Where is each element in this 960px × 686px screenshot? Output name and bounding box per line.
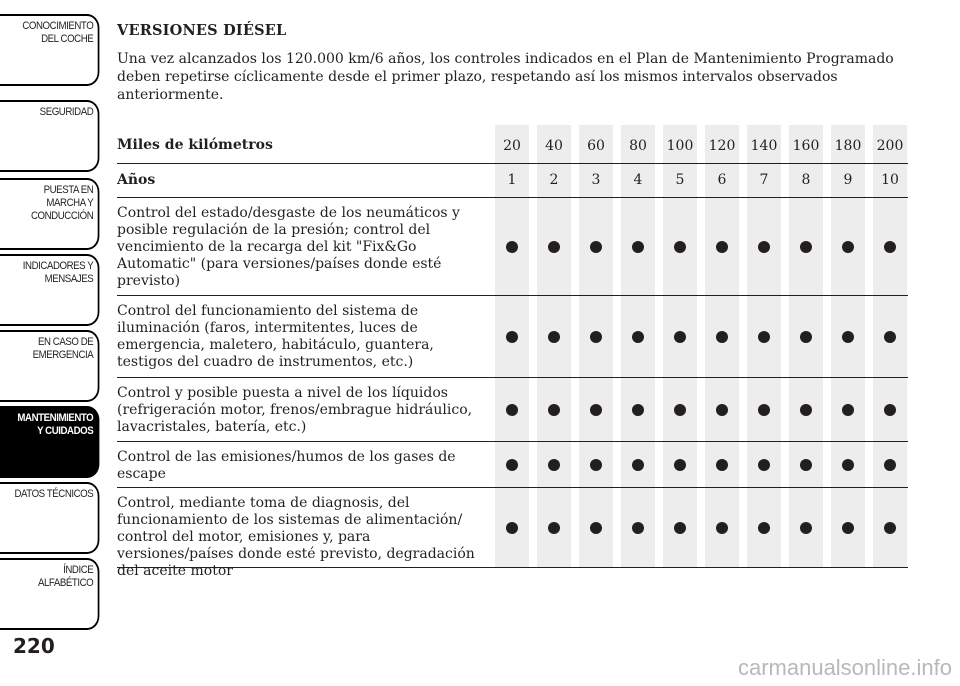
km-value: 160 (792, 138, 820, 154)
scheduled-dot-icon (506, 522, 518, 534)
scheduled-dot-icon (884, 459, 896, 471)
schedule-cell (789, 296, 823, 377)
schedule-cell (873, 378, 907, 441)
years-column-header (537, 164, 571, 197)
task-label: Control del funcionamiento del sistema de iluminación (faros, intermitentes, luces de emergencia, maletero, habitáculo, guantera, testigos del cuadro de instrumentos, etc.) (117, 303, 434, 370)
task-label: Control, mediante toma de diagnosis, del funcionamiento de los sistemas de alimentación/ control del motor, emisiones y, para versiones/países donde esté previsto, degradación del aceite motor (117, 495, 475, 579)
schedule-cell (621, 442, 655, 487)
km-column-header (621, 125, 655, 163)
scheduled-dot-icon (632, 522, 644, 534)
schedule-cell (831, 488, 865, 567)
schedule-cell (705, 378, 739, 441)
schedule-cell (873, 488, 907, 567)
table-row (117, 488, 908, 579)
scheduled-dot-icon (590, 404, 602, 416)
scheduled-dot-icon (506, 241, 518, 253)
scheduled-dot-icon (800, 459, 812, 471)
scheduled-dot-icon (884, 404, 896, 416)
km-value: 40 (545, 138, 563, 154)
scheduled-dot-icon (506, 404, 518, 416)
km-value: 20 (503, 138, 521, 154)
scheduled-dot-icon (548, 522, 560, 534)
chapter-tab[interactable] (0, 482, 99, 554)
year-value: 10 (881, 172, 899, 188)
schedule-cell (789, 198, 823, 295)
chapter-tab[interactable] (0, 178, 99, 250)
chapter-tab-label: ÍNDICE ALFABÉTICO (37, 564, 94, 589)
table-years-row (117, 164, 908, 198)
schedule-cell (579, 296, 613, 377)
km-column-header (579, 125, 613, 163)
km-column-header (789, 125, 823, 163)
page-number: 220 (13, 634, 55, 658)
table-row (117, 296, 908, 378)
schedule-cell (663, 296, 697, 377)
scheduled-dot-icon (716, 522, 728, 534)
km-column-header (747, 125, 781, 163)
year-value: 8 (801, 172, 811, 188)
years-column-header (621, 164, 655, 197)
watermark: carmanualsonline.info (737, 655, 952, 680)
schedule-cell (831, 442, 865, 487)
schedule-cell (537, 198, 571, 295)
years-column-header (663, 164, 697, 197)
scheduled-dot-icon (758, 522, 770, 534)
chapter-tab[interactable] (0, 558, 99, 630)
scheduled-dot-icon (716, 404, 728, 416)
scheduled-dot-icon (506, 331, 518, 343)
chapter-tab[interactable] (0, 330, 99, 402)
chapter-tab-label: DATOS TÉCNICOS (14, 488, 94, 500)
year-value: 3 (591, 172, 601, 188)
schedule-cell (831, 378, 865, 441)
scheduled-dot-icon (590, 459, 602, 471)
schedule-cell (579, 442, 613, 487)
schedule-cell (705, 442, 739, 487)
years-column-header (789, 164, 823, 197)
scheduled-dot-icon (590, 331, 602, 343)
years-column-header (747, 164, 781, 197)
scheduled-dot-icon (758, 241, 770, 253)
chapter-tab-label: SEGURIDAD (39, 106, 94, 118)
chapter-tab[interactable] (0, 406, 99, 478)
schedule-cell (705, 296, 739, 377)
schedule-cell (579, 198, 613, 295)
year-value: 6 (717, 172, 727, 188)
schedule-cell (789, 488, 823, 567)
chapter-tab-label: EN CASO DE EMERGENCIA (32, 336, 94, 361)
schedule-cell (537, 488, 571, 567)
schedule-cell (705, 488, 739, 567)
km-value: 100 (666, 138, 694, 154)
schedule-cell (747, 442, 781, 487)
chapter-tab-label: INDICADORES Y MENSAJES (22, 260, 94, 285)
scheduled-dot-icon (800, 331, 812, 343)
scheduled-dot-icon (884, 522, 896, 534)
schedule-cell (747, 296, 781, 377)
years-column-header (873, 164, 907, 197)
schedule-cell (789, 378, 823, 441)
schedule-cell (495, 296, 529, 377)
schedule-cell (663, 442, 697, 487)
schedule-cell (621, 488, 655, 567)
scheduled-dot-icon (674, 331, 686, 343)
scheduled-dot-icon (548, 331, 560, 343)
schedule-cell (663, 198, 697, 295)
scheduled-dot-icon (548, 241, 560, 253)
schedule-cell (495, 488, 529, 567)
schedule-cell (747, 488, 781, 567)
schedule-cell (537, 378, 571, 441)
maintenance-schedule-table (117, 125, 908, 579)
table-row (117, 378, 908, 442)
schedule-cell (537, 296, 571, 377)
schedule-cell (831, 198, 865, 295)
schedule-cell (495, 378, 529, 441)
schedule-cell (873, 296, 907, 377)
scheduled-dot-icon (842, 522, 854, 534)
schedule-cell (495, 442, 529, 487)
years-header-label: Años (117, 172, 156, 188)
scheduled-dot-icon (632, 241, 644, 253)
schedule-cell (537, 442, 571, 487)
schedule-cell (663, 378, 697, 441)
schedule-cell (663, 488, 697, 567)
scheduled-dot-icon (842, 404, 854, 416)
years-column-header (705, 164, 739, 197)
km-column-header (705, 125, 739, 163)
km-value: 140 (750, 138, 778, 154)
year-value: 7 (759, 172, 769, 188)
chapter-tab-label: CONOCIMIENTO DEL COCHE (22, 20, 94, 45)
chapter-tab[interactable] (0, 100, 99, 172)
scheduled-dot-icon (800, 522, 812, 534)
scheduled-dot-icon (674, 522, 686, 534)
scheduled-dot-icon (884, 241, 896, 253)
schedule-cell (873, 198, 907, 295)
scheduled-dot-icon (758, 331, 770, 343)
schedule-cell (579, 378, 613, 441)
chapter-tab[interactable] (0, 254, 99, 326)
scheduled-dot-icon (716, 241, 728, 253)
years-column-header (831, 164, 865, 197)
schedule-cell (831, 296, 865, 377)
task-label: Control y posible puesta a nivel de los líquidos (refrigeración motor, frenos/embrague hidráulico, lavacristales, batería, etc.) (117, 385, 473, 435)
table-header-row (117, 125, 908, 164)
km-header-label: Miles de kilómetros (117, 137, 273, 153)
scheduled-dot-icon (842, 331, 854, 343)
chapter-tab[interactable] (0, 14, 99, 86)
intro-paragraph: Una vez alcanzados los 120.000 km/6 años, los controles indicados en el Plan de Mantenimiento Programado deben repetirse cíclicamente desde el primer plazo, respetando así los mismos intervalos observados anteriormente. (117, 51, 894, 103)
scheduled-dot-icon (590, 241, 602, 253)
km-value: 60 (587, 138, 605, 154)
scheduled-dot-icon (548, 459, 560, 471)
scheduled-dot-icon (674, 241, 686, 253)
scheduled-dot-icon (506, 459, 518, 471)
schedule-cell (789, 442, 823, 487)
year-value: 2 (549, 172, 559, 188)
scheduled-dot-icon (674, 404, 686, 416)
year-value: 5 (675, 172, 685, 188)
schedule-cell (621, 378, 655, 441)
scheduled-dot-icon (842, 459, 854, 471)
km-value: 200 (876, 138, 904, 154)
schedule-cell (747, 378, 781, 441)
schedule-cell (705, 198, 739, 295)
scheduled-dot-icon (674, 459, 686, 471)
scheduled-dot-icon (632, 404, 644, 416)
schedule-cell (495, 198, 529, 295)
km-column-header (537, 125, 571, 163)
scheduled-dot-icon (716, 459, 728, 471)
schedule-cell (747, 198, 781, 295)
table-row (117, 198, 908, 296)
scheduled-dot-icon (884, 331, 896, 343)
km-column-header (831, 125, 865, 163)
scheduled-dot-icon (800, 404, 812, 416)
scheduled-dot-icon (842, 241, 854, 253)
years-column-header (495, 164, 529, 197)
scheduled-dot-icon (716, 331, 728, 343)
table-row (117, 442, 908, 488)
chapter-tab-label: PUESTA EN MARCHA Y CONDUCCIÓN (30, 184, 94, 222)
km-value: 120 (708, 138, 736, 154)
year-value: 9 (843, 172, 853, 188)
km-column-header (663, 125, 697, 163)
section-title: VERSIONES DIÉSEL (117, 22, 287, 39)
schedule-cell (873, 442, 907, 487)
chapter-tab-label: MANTENIMIENTO Y CUIDADOS (17, 412, 94, 437)
scheduled-dot-icon (758, 404, 770, 416)
scheduled-dot-icon (548, 404, 560, 416)
chapter-tabs-sidebar (0, 0, 100, 640)
schedule-cell (579, 488, 613, 567)
scheduled-dot-icon (800, 241, 812, 253)
km-value: 80 (629, 138, 647, 154)
task-label: Control de las emisiones/humos de los gases de escape (117, 449, 456, 482)
years-column-header (579, 164, 613, 197)
km-column-header (873, 125, 907, 163)
schedule-cell (621, 296, 655, 377)
scheduled-dot-icon (632, 459, 644, 471)
scheduled-dot-icon (758, 459, 770, 471)
scheduled-dot-icon (590, 522, 602, 534)
scheduled-dot-icon (632, 331, 644, 343)
km-column-header (495, 125, 529, 163)
task-label: Control del estado/desgaste de los neumáticos y posible regulación de la presión; control del vencimiento de la recarga del kit "Fix&Go Automatic" (para versiones/países donde esté previsto) (117, 205, 460, 289)
schedule-cell (621, 198, 655, 295)
year-value: 4 (633, 172, 643, 188)
km-value: 180 (834, 138, 862, 154)
year-value: 1 (507, 172, 517, 188)
